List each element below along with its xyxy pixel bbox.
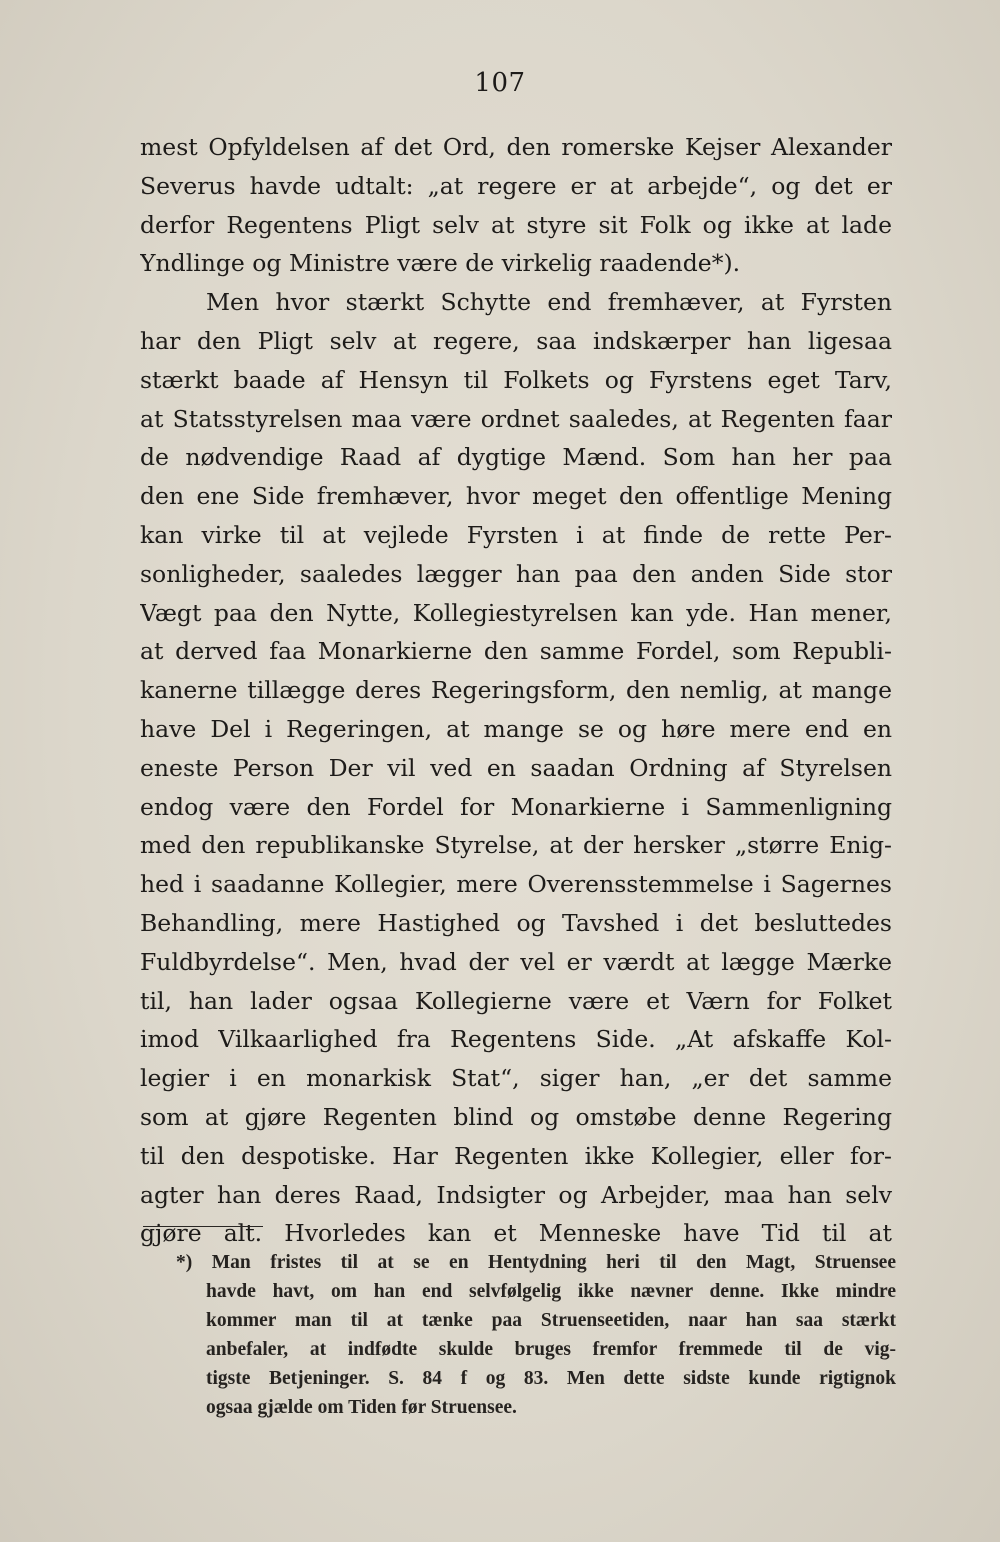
- text-line: eneste Person Der vil ved en saadan Ordning af Styrelsen: [140, 753, 892, 782]
- text-line: kan virke til at vejlede Fyrsten i at finde de rette Per-: [140, 520, 892, 549]
- text-line: til den despotiske. Har Regenten ikke Kollegier, eller for-: [140, 1141, 892, 1170]
- page-number: 107: [474, 68, 526, 98]
- text-line: til, han lader ogsaa Kollegierne være et Værn for Folket: [140, 986, 892, 1015]
- text-line: legier i en monarkisk Stat“, siger han, „er det samme: [140, 1064, 892, 1093]
- footnote-line: anbefaler, at indfødte skulde bruges fremfor fremmede til de vig-: [206, 1339, 896, 1360]
- text-line: endog være den Fordel for Monarkierne i Sammenligning: [140, 792, 892, 821]
- footnote-line: tigste Betjeninger. S. 84 f og 83. Men dette sidste kunde rigtignok: [206, 1368, 896, 1389]
- text-line: stærkt baade af Hensyn til Folkets og Fyrstens eget Tarv,: [140, 365, 892, 394]
- text-line: hed i saadanne Kollegier, mere Overensstemmelse i Sagernes: [140, 870, 892, 899]
- text-line: som at gjøre Regenten blind og omstøbe denne Regering: [140, 1102, 892, 1131]
- footnote-text: Man fristes til at se en Hentydning heri til den Magt, Struensee: [211, 1252, 896, 1273]
- text-line: mest Opfyldelsen af det Ord, den romerske Kejser Alexander: [140, 133, 892, 161]
- text-line: Behandling, mere Hastighed og Tavshed i det besluttedes: [140, 908, 892, 937]
- text-line: Fuldbyrdelse“. Men, hvad der vel er værdt at lægge Mærke: [140, 947, 892, 976]
- text-line: gjøre alt. Hvorledes kan et Menneske have Tid til at: [140, 1219, 892, 1248]
- text-line: have Del i Regeringen, at mange se og høre mere end en: [140, 714, 892, 743]
- text-line: sonligheder, saaledes lægger han paa den anden Side stor: [140, 559, 892, 588]
- text-line: de nødvendige Raad af dygtige Mænd. Som han her paa: [140, 443, 892, 472]
- text-line: kanerne tillægge deres Regeringsform, den nemlig, at mange: [140, 676, 892, 705]
- footnote-line: havde havt, om han end selvfølgelig ikke nævner denne. Ikke mindre: [206, 1281, 896, 1302]
- footnote-line: ogsaa gjælde om Tiden før Struensee.: [206, 1397, 517, 1418]
- footnote-marker: *): [176, 1252, 193, 1273]
- text-line: at Statsstyrelsen maa være ordnet saaledes, at Regenten faar: [140, 404, 892, 433]
- text-line: imod Vilkaarlighed fra Regentens Side. „At afskaffe Kol-: [140, 1025, 892, 1054]
- text-line: med den republikanske Styrelse, at der hersker „større Enig-: [140, 831, 892, 860]
- text-line: Yndlinge og Ministre være de virkelig raadende*).: [140, 249, 741, 278]
- text-line: Men hvor stærkt Schytte end fremhæver, at Fyrsten: [206, 288, 892, 317]
- text-line: at derved faa Monarkierne den samme Fordel, som Republi-: [140, 637, 892, 666]
- text-line: har den Pligt selv at regere, saa indskærper han ligesaa: [140, 326, 892, 355]
- body-text: [140, 128, 892, 1253]
- footnote-line: [176, 1248, 896, 1277]
- text-line: Vægt paa den Nytte, Kollegiestyrelsen kan yde. Han mener,: [140, 598, 892, 627]
- footnote-line: kommer man til at tænke paa Struenseetiden, naar han saa stærkt: [206, 1310, 896, 1331]
- text-line: agter han deres Raad, Indsigter og Arbejder, maa han selv: [140, 1180, 892, 1209]
- footnote: [176, 1248, 896, 1422]
- text-line: Severus havde udtalt: „at regere er at arbejde“, og det er: [140, 171, 892, 200]
- text-line: derfor Regentens Pligt selv at styre sit Folk og ikke at lade: [140, 210, 892, 239]
- text-line: den ene Side fremhæver, hvor meget den offentlige Mening: [140, 482, 892, 511]
- footnote-divider: [143, 1226, 263, 1227]
